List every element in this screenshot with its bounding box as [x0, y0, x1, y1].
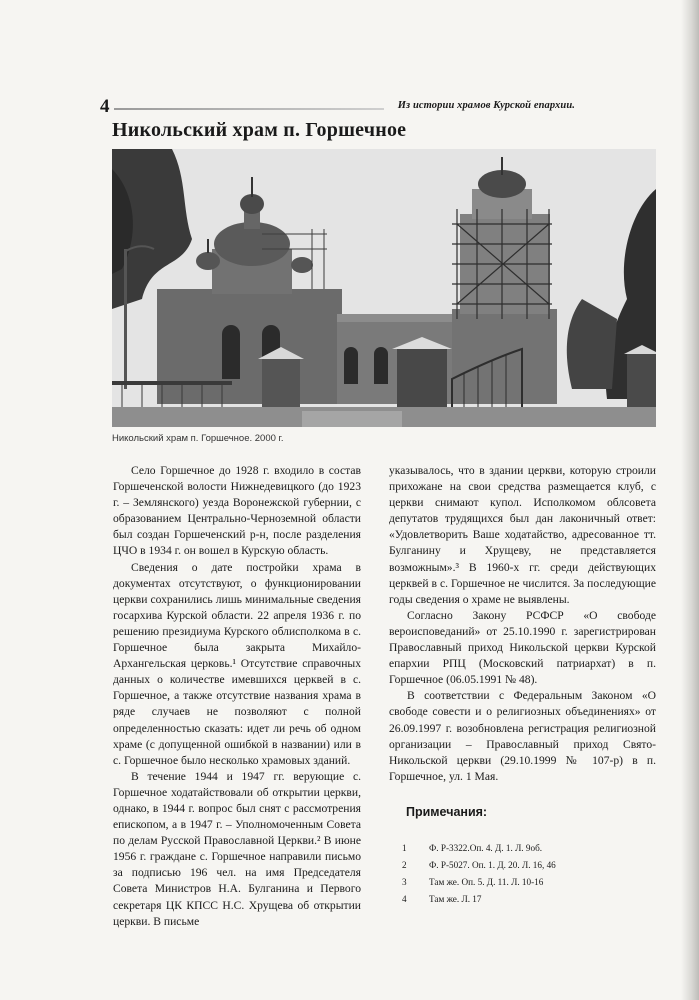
- note-item: [402, 891, 642, 908]
- page-header: [100, 96, 575, 117]
- paragraph: указывалось, что в здании церкви, которую строили прихожане на свои средства размещается клуб, с церкви снимают купол. Исполкомом облсовета депутатов трудящихся был дан лаконичный ответ: «Удовлетворить Ваше ходатайство, адресованное тт. Булганину и Хрущеву, не представляется возможным».³ В 1960-х гг. среди действующих церквей в с. Горшечное не числится. За последующие годы сведения о храме не выявлены.: [389, 464, 656, 606]
- note-number: 3: [402, 877, 407, 887]
- note-number: 4: [402, 894, 407, 904]
- paragraph: Согласно Закону РСФСР «О свободе вероисповеданий» от 25.10.1990 г. зарегистрирован Православный приход Никольской церкви Курской епархии РПЦ (Московский патриархат) в п. Горшечное (06.05.1991 № 48).: [389, 608, 656, 687]
- text-column-right: [389, 463, 656, 785]
- note-item: [402, 857, 642, 874]
- note-text: Ф. Р-5027. Оп. 1. Д. 20. Л. 16, 46: [429, 860, 556, 870]
- note-number: 2: [402, 860, 407, 870]
- photo-caption: Никольский храм п. Горшечное. 2000 г.: [112, 433, 284, 444]
- page-number: 4: [100, 96, 110, 117]
- note-text: Там же. Л. 17: [429, 894, 482, 904]
- paragraph: В течение 1944 и 1947 гг. верующие с. Горшечное ходатайствовали об открытии церкви, однако, в 1944 г. вопрос был снят с рассмотрения епископом, а в 1947 г. – Уполномоченным Совета по делам Русской Православной Церкви.² В июне 1956 г. граждане с. Горшечное направили письмо за подписью 196 чел. на имя Председателя Совета Министров Н.А. Булганина и Первого секретаря ЦК КПСС Н.С. Хрущева об открытии церкви. В письме: [113, 769, 361, 928]
- header-rule: [114, 108, 384, 110]
- note-number: 1: [402, 843, 407, 853]
- notes-heading: Примечания:: [406, 805, 488, 819]
- article-title: Никольский храм п. Горшечное: [112, 119, 407, 141]
- church-photo: [112, 149, 656, 427]
- note-item: [402, 874, 642, 891]
- page-edge-shadow: [681, 0, 699, 1000]
- paragraph: В соответствии с Федеральным Законом «О свободе совести и о религиозных объединениях» от 26.09.1997 г. возобновлена регистрация религиозной организации – Православный приход Свято-Никольской церкви (29.10.1999 № 107-р) в п. Горшечное, ул. 1 Мая.: [389, 689, 656, 783]
- note-text: Там же. Оп. 5. Д. 11. Л. 10-16: [429, 877, 544, 887]
- running-head: Из истории храмов Курской епархии.: [397, 100, 575, 111]
- paragraph: Село Горшечное до 1928 г. входило в состав Горшеченской волости Нижнедевицкого (до 1923 г. – Землянского) уезда Воронежской губернии, с образованием Центрально-Черноземной области был создан Горшеченский р-н, после разделения ЦЧО в 1934 г. он вошел в Курскую область.: [113, 464, 361, 558]
- notes-list: [402, 840, 642, 908]
- note-item: [402, 840, 642, 857]
- paragraph: Сведения о дате постройки храма в документах отсутствуют, о функционировании церкви сохранились лишь минимальные сведения госархива Курской области. 22 апреля 1936 г. по решению президиума Курского облисполкома в с. Горшечное была закрыта Михайло-Архангельская церковь.¹ Отсутствие справочных данных о количестве имевшихся церквей в с. Горшечное, а также отсутствие названия храма в ряде случаев не позволяют с полной определенностью сказать: идет ли речь об одном храме (с допущенной ошибкой в названии) или в с. Горшечное было несколько храмовых зданий.: [113, 560, 361, 767]
- text-column-left: [113, 463, 361, 930]
- note-text: Ф. Р-3322.Оп. 4. Д. 1. Л. 9об.: [429, 843, 543, 853]
